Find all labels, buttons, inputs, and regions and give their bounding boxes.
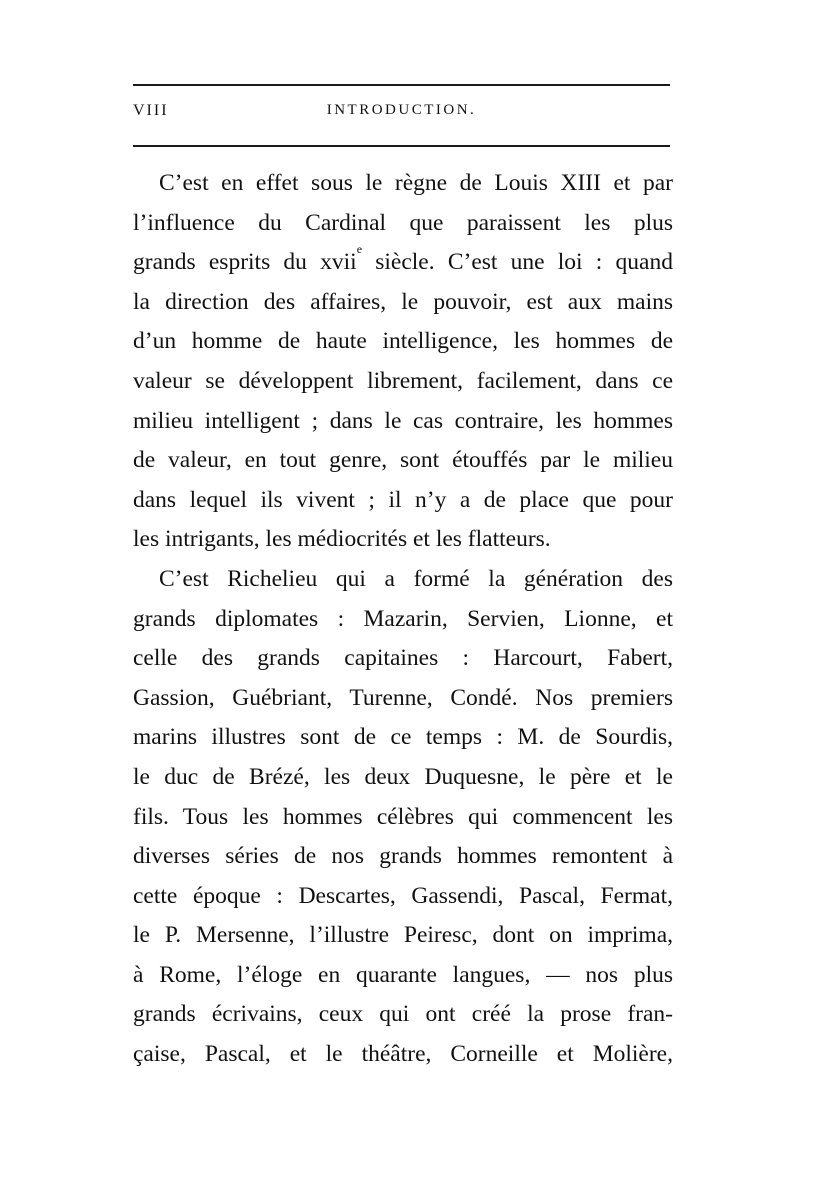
text-line: celle des grands capitaines : Harcourt, Fabert, bbox=[133, 645, 673, 672]
page-header bbox=[133, 102, 670, 128]
text-line: milieu intelligent ; dans le cas contraire, les hommes bbox=[133, 407, 673, 434]
text-fragment: grands esprits du xvii bbox=[133, 249, 357, 276]
text-line: Gassion, Guébriant, Turenne, Condé. Nos premiers bbox=[133, 684, 673, 711]
header-rule-top bbox=[133, 84, 670, 86]
text-line: la direction des affaires, le pouvoir, est aux mains bbox=[133, 288, 673, 315]
text-line: C’est en effet sous le règne de Louis XIII et par bbox=[159, 170, 673, 196]
text-line: les intrigants, les médiocrités et les flatteurs. bbox=[133, 526, 551, 553]
text-line: valeur se développent librement, facilement, dans ce bbox=[133, 367, 673, 394]
text-line bbox=[133, 243, 673, 283]
text-line: çaise, Pascal, et le théâtre, Corneille et Molière, bbox=[133, 1041, 673, 1068]
text-line: cette époque : Descartes, Gassendi, Pascal, Fermat, bbox=[133, 882, 673, 909]
text-line: diverses séries de nos grands hommes remontent à bbox=[133, 843, 673, 870]
page-number: VIII bbox=[133, 102, 169, 119]
header-rule-bottom bbox=[133, 145, 670, 147]
text-fragment: siècle. C’est une loi : quand bbox=[362, 249, 673, 276]
text-line: fils. Tous les hommes célèbres qui commencent les bbox=[133, 803, 673, 830]
text-line: marins illustres sont de ce temps : M. de Sourdis, bbox=[133, 724, 673, 751]
superscript: e bbox=[356, 242, 363, 257]
text-line: à Rome, l’éloge en quarante langues, — nos plus bbox=[133, 961, 673, 988]
text-line: grands écrivains, ceux qui ont créé la prose fran- bbox=[133, 1001, 673, 1028]
text-line: d’un homme de haute intelligence, les hommes de bbox=[133, 328, 673, 355]
text-line: C’est Richelieu qui a formé la génération des bbox=[159, 565, 673, 592]
body-text bbox=[133, 164, 673, 1075]
text-line: dans lequel ils vivent ; il n’y a de place que pour bbox=[133, 486, 673, 513]
text-line: le P. Mersenne, l’illustre Peiresc, dont on imprima, bbox=[133, 922, 673, 949]
text-line: grands diplomates : Mazarin, Servien, Lionne, et bbox=[133, 605, 673, 632]
running-title: INTRODUCTION. bbox=[326, 102, 477, 118]
text-line: de valeur, en tout genre, sont étouffés par le milieu bbox=[133, 447, 673, 474]
text-line: l’influence du Cardinal que paraissent les plus bbox=[133, 209, 673, 236]
text-line: le duc de Brézé, les deux Duquesne, le père et le bbox=[133, 763, 673, 790]
